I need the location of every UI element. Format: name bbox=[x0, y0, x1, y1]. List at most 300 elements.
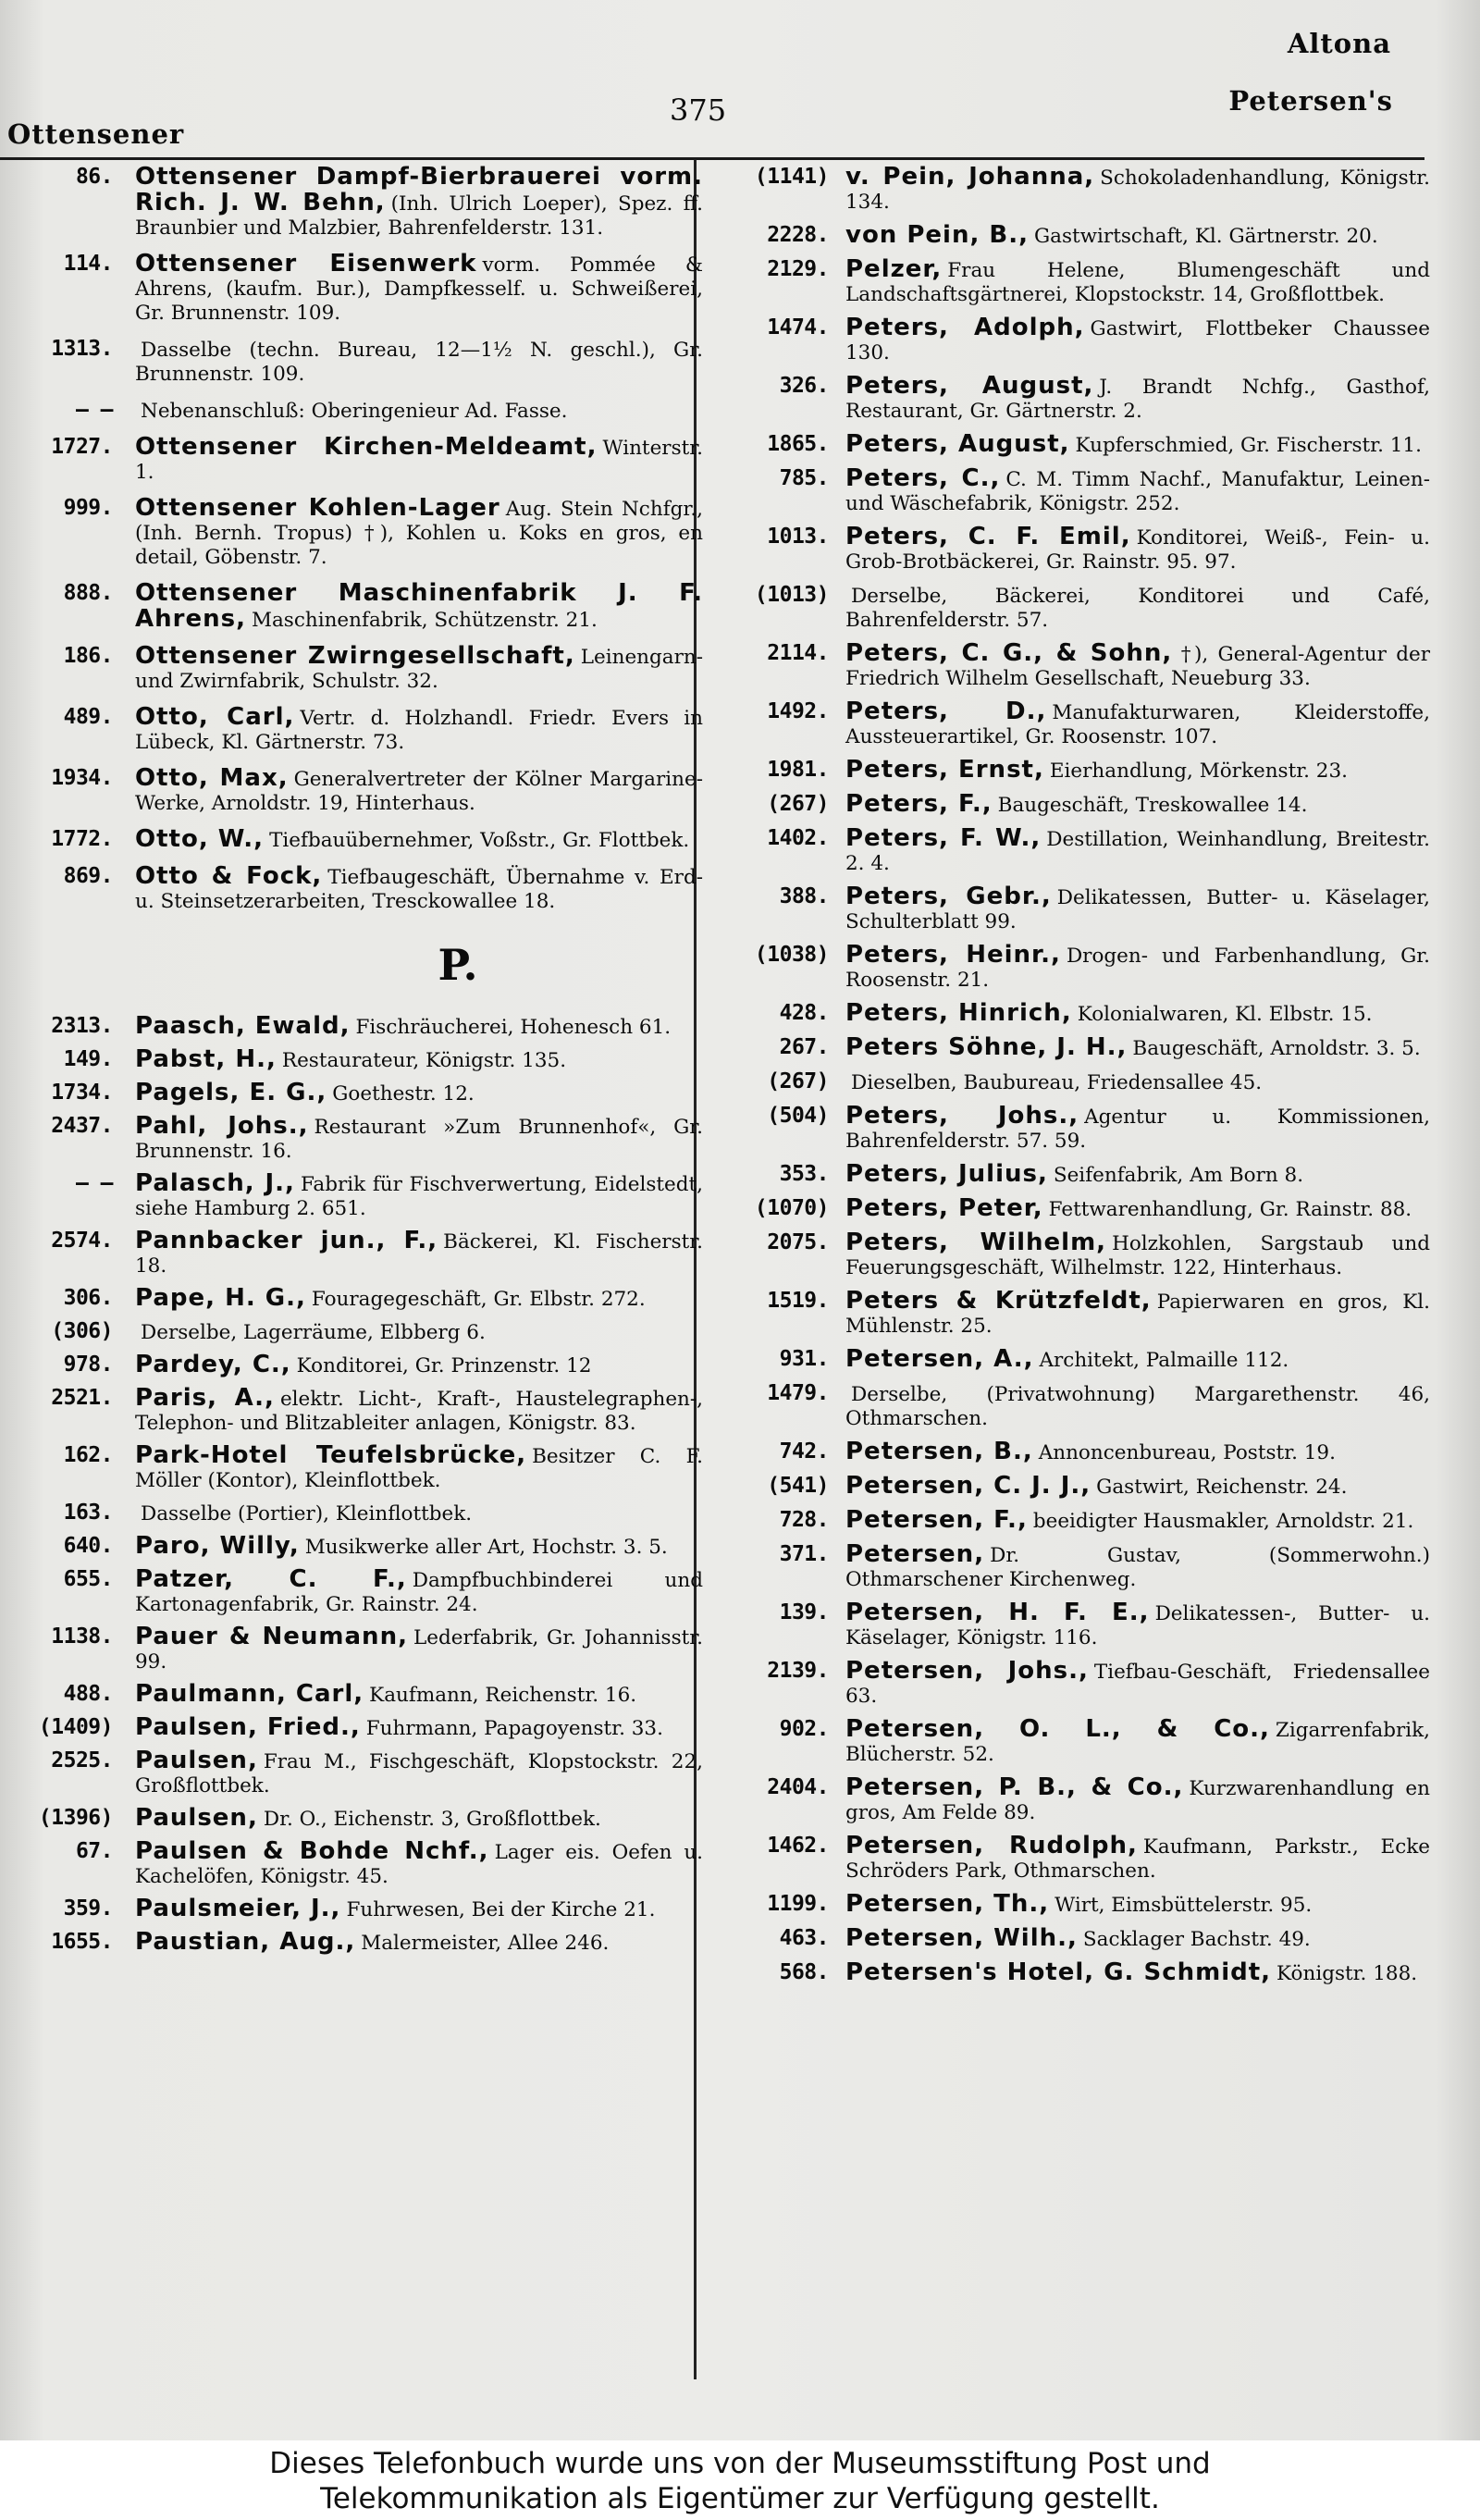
entry-text bbox=[845, 884, 1430, 934]
phone-number: 1865. bbox=[767, 432, 829, 456]
subscriber-name: Petersen, Rudolph, bbox=[845, 1832, 1138, 1859]
subscriber-name: Paasch, Ewald, bbox=[135, 1012, 351, 1040]
entry-text bbox=[135, 864, 703, 914]
entry-text bbox=[135, 1624, 703, 1674]
directory-entry bbox=[28, 1839, 703, 1889]
phone-number: 1462. bbox=[767, 1834, 829, 1858]
subscriber-details: Gastwirtschaft, Kl. Gärtnerstr. 20. bbox=[1033, 225, 1378, 248]
subscriber-name: Pape, H. G., bbox=[135, 1284, 306, 1312]
entry-text bbox=[845, 1717, 1430, 1767]
subscriber-name: Pardey, C., bbox=[135, 1351, 291, 1378]
subscriber-details: Generalvertreter der Kölner Margarine-Werke, Arnoldstr. 19, Hinterhaus. bbox=[135, 768, 703, 815]
directory-entry bbox=[28, 1806, 703, 1832]
phone-number: (1396) bbox=[38, 1806, 113, 1830]
directory-entry bbox=[28, 1171, 703, 1221]
phone-number: 1519. bbox=[767, 1289, 829, 1313]
subscriber-details: Bäckerei, Kl. Fischerstr. 18. bbox=[135, 1230, 703, 1278]
entry-text bbox=[135, 1353, 703, 1378]
directory-entry bbox=[720, 466, 1430, 516]
directory-entry bbox=[28, 337, 703, 387]
directory-entry bbox=[720, 1162, 1430, 1188]
phone-number: 728. bbox=[779, 1508, 829, 1532]
phone-number: 1138. bbox=[51, 1624, 113, 1649]
entry-text bbox=[135, 435, 703, 485]
subscriber-name: Pauer & Neumann, bbox=[135, 1623, 408, 1650]
directory-entry bbox=[720, 1439, 1430, 1465]
phone-number: 489. bbox=[63, 705, 113, 729]
subscriber-name: Peters, F. W., bbox=[845, 824, 1042, 852]
subscriber-name: Peters, C. F. Emil, bbox=[845, 523, 1131, 550]
entry-text bbox=[845, 315, 1430, 365]
directory-entry bbox=[720, 1508, 1430, 1534]
subscriber-details: Fabrik für Fischverwertung, Eidelstedt, siehe Hamburg 2. 651. bbox=[135, 1173, 703, 1220]
subscriber-details: Dasselbe (Portier), Kleinflottbek. bbox=[141, 1502, 473, 1526]
directory-entry bbox=[28, 1682, 703, 1708]
subscriber-name: Paris, A., bbox=[135, 1384, 275, 1412]
subscriber-name: Paulsen & Bohde Nchf., bbox=[135, 1837, 489, 1865]
entry-text bbox=[845, 1289, 1430, 1339]
phone-number: 1981. bbox=[767, 758, 829, 782]
subscriber-details: Konditorei, Gr. Prinzenstr. 12 bbox=[296, 1354, 592, 1377]
directory-entry bbox=[720, 1926, 1430, 1952]
phone-number: 2404. bbox=[767, 1775, 829, 1799]
subscriber-name: Peters, August, bbox=[845, 372, 1094, 400]
phone-number: 888. bbox=[63, 581, 113, 605]
entry-text bbox=[135, 581, 703, 633]
subscriber-name: Petersen, Th., bbox=[845, 1890, 1050, 1918]
subscriber-name: Pahl, Johs., bbox=[135, 1112, 309, 1140]
entry-text bbox=[135, 1081, 703, 1106]
subscriber-details: Kurzwarenhandlung en gros, Am Felde 89. bbox=[845, 1777, 1430, 1824]
subscriber-details: Dr. Gustav, (Sommerwohn.) Othmarschener Kirchenweg. bbox=[845, 1544, 1430, 1591]
directory-entry bbox=[28, 252, 703, 326]
subscriber-name: Pabst, H., bbox=[135, 1045, 277, 1073]
directory-entry bbox=[720, 1347, 1430, 1373]
section-letter: P. bbox=[438, 940, 478, 990]
subscriber-details: Musikwerke aller Art, Hochstr. 3. 5. bbox=[304, 1536, 668, 1559]
entry-text bbox=[845, 525, 1430, 574]
subscriber-details: C. M. Timm Nachf., Manufaktur, Leinen- und Wäschefabrik, Königstr. 252. bbox=[845, 468, 1430, 515]
subscriber-details: Lederfabrik, Gr. Johannisstr. 99. bbox=[135, 1626, 703, 1674]
directory-entry bbox=[720, 1069, 1430, 1095]
directory-entry bbox=[720, 223, 1430, 249]
directory-entry bbox=[720, 1892, 1430, 1918]
phone-number: 114. bbox=[63, 252, 113, 276]
phone-number: 2139. bbox=[767, 1659, 829, 1683]
subscriber-name: Paulmann, Carl, bbox=[135, 1680, 364, 1708]
phone-number: (1070) bbox=[754, 1196, 829, 1220]
entry-text bbox=[845, 1892, 1430, 1918]
directory-entry bbox=[28, 1081, 703, 1106]
phone-number: 2114. bbox=[767, 641, 829, 665]
subscriber-details: Tiefbau-Geschäft, Friedensallee 63. bbox=[845, 1661, 1430, 1708]
subscriber-name: Petersen, Wilh., bbox=[845, 1924, 1078, 1952]
entry-text bbox=[135, 1806, 703, 1832]
subscriber-details: Sacklager Bachstr. 49. bbox=[1082, 1928, 1311, 1951]
phone-number: 359. bbox=[63, 1896, 113, 1921]
phone-number: 326. bbox=[779, 374, 829, 398]
entry-text bbox=[135, 1682, 703, 1708]
subscriber-details: Delikatessen-, Butter- u. Käselager, Königstr. 116. bbox=[845, 1602, 1431, 1649]
phone-number: — — bbox=[75, 1171, 113, 1195]
subscriber-name: Petersen, B., bbox=[845, 1438, 1033, 1465]
directory-entry bbox=[28, 1386, 703, 1436]
directory-entry bbox=[28, 581, 703, 633]
subscriber-details: Schokoladenhandlung, Königstr. 134. bbox=[845, 167, 1430, 214]
phone-number: 902. bbox=[779, 1717, 829, 1741]
subscriber-details: vorm. Pommée & Ahrens, (kaufm. Bur.), Dampfkesself. u. Schweißerei, Gr. Brunnenstr. 109. bbox=[135, 253, 703, 325]
subscriber-details: Fuhrmann, Papagoyenstr. 33. bbox=[365, 1717, 663, 1740]
directory-entry bbox=[28, 1567, 703, 1617]
entry-text bbox=[845, 1600, 1430, 1650]
directory-entry bbox=[720, 165, 1430, 215]
entry-text bbox=[845, 699, 1430, 749]
directory-entry bbox=[28, 1047, 703, 1073]
entry-text bbox=[135, 1229, 703, 1279]
phone-number: 163. bbox=[63, 1501, 113, 1525]
subscriber-details: Konditorei, Weiß-, Fein- u. Grob-Brotbäckerei, Gr. Rainstr. 95. 97. bbox=[845, 526, 1430, 574]
subscriber-name: Otto, W., bbox=[135, 825, 265, 853]
directory-entry bbox=[28, 1229, 703, 1279]
entry-text bbox=[845, 792, 1430, 818]
subscriber-details: Aug. Stein Nchfgr., (Inh. Bernh. Tropus) †), Kohlen u. Koks en gros, en detail, Göbenstr. 7. bbox=[135, 498, 703, 569]
subscriber-name: Paulsen, bbox=[135, 1747, 258, 1774]
phone-number: 306. bbox=[63, 1286, 113, 1310]
entry-text bbox=[845, 1035, 1430, 1061]
directory-entry bbox=[720, 432, 1430, 458]
directory-entry bbox=[720, 1230, 1430, 1280]
phone-number: (1141) bbox=[754, 165, 829, 189]
entry-text bbox=[845, 943, 1430, 993]
subscriber-details: Gastwirt, Flottbeker Chaussee 130. bbox=[845, 317, 1430, 364]
subscriber-name: Peters, Johs., bbox=[845, 1102, 1079, 1130]
subscriber-name: Peters, F., bbox=[845, 790, 993, 818]
directory-entry bbox=[720, 1035, 1430, 1061]
entry-text bbox=[135, 1386, 703, 1436]
directory-entry bbox=[28, 644, 703, 694]
phone-number: 1934. bbox=[51, 766, 113, 790]
directory-entry bbox=[720, 1104, 1430, 1154]
left-entry-list bbox=[28, 165, 703, 914]
phone-number: 2129. bbox=[767, 257, 829, 281]
entry-text bbox=[845, 1474, 1430, 1500]
subscriber-details: †), General-Agentur der Friedrich Wilhelm Gesellschaft, Neueburg 33. bbox=[845, 643, 1430, 690]
phone-number: 1313. bbox=[51, 337, 113, 361]
entry-text bbox=[845, 1542, 1430, 1592]
entry-text bbox=[135, 766, 703, 816]
phone-number: 2525. bbox=[51, 1748, 113, 1773]
subscriber-name: Pagels, E. G., bbox=[135, 1079, 327, 1106]
footer-line-1: Dieses Telefonbuch wurde uns von der Museumsstiftung Post und bbox=[269, 2447, 1211, 2480]
subscriber-name: Peters, Wilhelm, bbox=[845, 1229, 1107, 1256]
entry-text bbox=[845, 1775, 1430, 1825]
subscriber-name: Ottensener Maschinenfabrik J. F. Ahrens, bbox=[135, 579, 703, 633]
entry-text bbox=[135, 1443, 703, 1493]
subscriber-details: Königstr. 188. bbox=[1276, 1962, 1418, 1985]
directory-entry bbox=[28, 165, 703, 241]
directory-entry bbox=[720, 1717, 1430, 1767]
directory-entry bbox=[720, 792, 1430, 818]
directory-entry bbox=[28, 1748, 703, 1798]
subscriber-details: Agentur u. Kommissionen, Bahrenfelderstr. 57. 59. bbox=[845, 1106, 1430, 1153]
directory-entry bbox=[28, 496, 703, 570]
entry-text bbox=[845, 257, 1430, 307]
subscriber-details: Tiefbauübernehmer, Voßstr., Gr. Flottbek. bbox=[269, 829, 690, 852]
subscriber-details: Dr. O., Eichenstr. 3, Großflottbek. bbox=[263, 1808, 601, 1831]
phone-number: 2228. bbox=[767, 223, 829, 247]
entry-text bbox=[135, 1114, 703, 1164]
entry-text bbox=[845, 1439, 1430, 1465]
entry-text bbox=[845, 1960, 1430, 1986]
phone-number: (541) bbox=[767, 1474, 829, 1498]
phone-number: 1655. bbox=[51, 1930, 113, 1954]
directory-entry bbox=[28, 1501, 703, 1526]
subscriber-name: Paulsen, Fried., bbox=[135, 1713, 361, 1741]
directory-entry bbox=[720, 1196, 1430, 1222]
phone-number: 2521. bbox=[51, 1386, 113, 1410]
subscriber-details: Manufakturwaren, Kleiderstoffe, Aussteuerartikel, Gr. Roosenstr. 107. bbox=[845, 701, 1430, 748]
entry-text bbox=[845, 1347, 1430, 1373]
subscriber-name: Petersen, A., bbox=[845, 1345, 1034, 1373]
phone-number: 1772. bbox=[51, 827, 113, 851]
subscriber-name: von Pein, B., bbox=[845, 221, 1029, 249]
subscriber-details: Fettwarenhandlung, Gr. Rainstr. 88. bbox=[1048, 1198, 1412, 1221]
right-column bbox=[720, 165, 1430, 1995]
entry-text bbox=[135, 1047, 703, 1073]
subscriber-details: Lager eis. Oefen u. Kachelöfen, Königstr. 45. bbox=[135, 1841, 703, 1888]
directory-entry bbox=[28, 705, 703, 755]
subscriber-name: Petersen, O. L., & Co., bbox=[845, 1715, 1270, 1743]
phone-number: 1479. bbox=[767, 1381, 829, 1405]
entry-text bbox=[135, 827, 703, 853]
subscriber-name: Petersen, P. B., & Co., bbox=[845, 1773, 1184, 1801]
phone-number: 1013. bbox=[767, 525, 829, 549]
subscriber-name: Otto, Max, bbox=[135, 764, 289, 792]
subscriber-name: Peters Söhne, J. H., bbox=[845, 1033, 1128, 1061]
subscriber-details: Zigarrenfabrik, Blücherstr. 52. bbox=[845, 1719, 1430, 1766]
subscriber-name: Petersen, bbox=[845, 1540, 985, 1568]
subscriber-details: Winterstr. 1. bbox=[135, 437, 703, 484]
subscriber-details: Delikatessen, Butter- u. Käselager, Schulterblatt 99. bbox=[845, 886, 1431, 933]
entry-text bbox=[135, 1715, 703, 1741]
phone-number: 2574. bbox=[51, 1229, 113, 1253]
subscriber-details: Fischräucherei, Hohenesch 61. bbox=[355, 1016, 672, 1039]
phone-number: 488. bbox=[63, 1682, 113, 1706]
entry-text bbox=[135, 1286, 703, 1312]
subscriber-name: Petersen, F., bbox=[845, 1506, 1028, 1534]
entry-text bbox=[135, 1930, 703, 1956]
directory-entry bbox=[720, 583, 1430, 633]
entry-text bbox=[135, 1896, 703, 1922]
directory-entry bbox=[720, 1381, 1430, 1431]
directory-entry bbox=[720, 1542, 1430, 1592]
entry-text bbox=[845, 1381, 1430, 1431]
subscriber-details: Kaufmann, Reichenstr. 16. bbox=[369, 1684, 637, 1707]
subscriber-details: Holzkohlen, Sargstaub und Feuerungsgeschäft, Wilhelmstr. 122, Hinterhaus. bbox=[845, 1232, 1431, 1279]
directory-entry bbox=[28, 864, 703, 914]
subscriber-name: Pannbacker jun., F., bbox=[135, 1227, 438, 1254]
directory-entry bbox=[720, 1289, 1430, 1339]
subscriber-name: Otto & Fock, bbox=[135, 862, 323, 890]
subscriber-name: Petersen, H. F. E., bbox=[845, 1599, 1150, 1626]
directory-entry bbox=[28, 1443, 703, 1493]
subscriber-name: Paulsmeier, J., bbox=[135, 1895, 341, 1922]
entry-text bbox=[845, 1926, 1430, 1952]
subscriber-details: Vertr. d. Holzhandl. Friedr. Evers in Lübeck, Kl. Gärtnerstr. 73. bbox=[135, 707, 703, 754]
entry-text bbox=[845, 1001, 1430, 1027]
directory-entry bbox=[720, 1001, 1430, 1027]
subscriber-details: Restaurateur, Königstr. 135. bbox=[281, 1049, 567, 1072]
entry-text bbox=[135, 644, 703, 694]
subscriber-name: Ottensener Kohlen-Lager bbox=[135, 494, 500, 522]
subscriber-name: Pelzer, bbox=[845, 255, 943, 283]
subscriber-details: Annoncenbureau, Poststr. 19. bbox=[1038, 1441, 1336, 1464]
subscriber-details: Destillation, Weinhandlung, Breitestr. 2. 4. bbox=[845, 828, 1430, 875]
subscriber-details: Frau M., Fischgeschäft, Klopstockstr. 22, Großflottbek. bbox=[135, 1750, 703, 1797]
directory-entry bbox=[720, 884, 1430, 934]
directory-entry bbox=[720, 1474, 1430, 1500]
directory-entry bbox=[720, 943, 1430, 993]
subscriber-name: Peters, Julius, bbox=[845, 1160, 1048, 1188]
directory-entry bbox=[720, 1659, 1430, 1709]
entry-text bbox=[845, 165, 1430, 215]
subscriber-details: Wirt, Eimsbüttelerstr. 95. bbox=[1054, 1894, 1313, 1917]
subscriber-details: (Inh. Ulrich Loeper), Spez. ff. Braunbier und Malzbier, Bahrenfelderstr. 131. bbox=[135, 192, 703, 240]
entry-text bbox=[135, 337, 703, 387]
subscriber-name: Ottensener Eisenwerk bbox=[135, 250, 477, 278]
entry-text bbox=[845, 641, 1430, 691]
footer-notice bbox=[0, 2440, 1480, 2520]
subscriber-details: Drogen- und Farbenhandlung, Gr. Roosenstr. 21. bbox=[845, 945, 1430, 992]
left-p-entry-list bbox=[28, 1014, 703, 1956]
subscriber-name: Peters & Krützfeldt, bbox=[845, 1287, 1152, 1315]
subscriber-details: Maschinenfabrik, Schützenstr. 21. bbox=[251, 609, 598, 632]
entry-text bbox=[845, 826, 1430, 876]
phone-number: 267. bbox=[779, 1035, 829, 1059]
phone-number: 162. bbox=[63, 1443, 113, 1467]
right-guide-word: Petersen's bbox=[1228, 85, 1393, 117]
phone-number: 742. bbox=[779, 1439, 829, 1464]
directory-entry bbox=[720, 374, 1430, 424]
phone-number: 1199. bbox=[767, 1892, 829, 1916]
phone-number: 388. bbox=[779, 884, 829, 908]
entry-text bbox=[135, 1748, 703, 1798]
directory-entry bbox=[28, 766, 703, 816]
subscriber-details: Fouragegeschäft, Gr. Elbstr. 272. bbox=[311, 1288, 646, 1311]
directory-entry bbox=[28, 1534, 703, 1560]
entry-text bbox=[845, 223, 1430, 249]
subscriber-details: elektr. Licht-, Kraft-, Haustelegraphen-, Telephon- und Blitzableiter anlagen, Königstr. 83. bbox=[135, 1388, 703, 1435]
entry-text bbox=[845, 1659, 1430, 1709]
entry-text bbox=[135, 1839, 703, 1889]
subscriber-details: Gastwirt, Reichenstr. 24. bbox=[1096, 1476, 1348, 1499]
directory-entry bbox=[28, 827, 703, 853]
phone-number: 568. bbox=[779, 1960, 829, 1984]
subscriber-details: Papierwaren en gros, Kl. Mühlenstr. 25. bbox=[845, 1291, 1430, 1338]
subscriber-name: Petersen, Johs., bbox=[845, 1657, 1089, 1685]
directory-entry bbox=[28, 435, 703, 485]
subscriber-details: Goethestr. 12. bbox=[332, 1082, 475, 1106]
phone-number: 371. bbox=[779, 1542, 829, 1566]
phone-number: 655. bbox=[63, 1567, 113, 1591]
entry-text bbox=[845, 1196, 1430, 1222]
phone-number: 1734. bbox=[51, 1081, 113, 1105]
directory-entry bbox=[720, 641, 1430, 691]
entry-text bbox=[845, 1069, 1430, 1095]
directory-entry bbox=[28, 1624, 703, 1674]
subscriber-details: Dasselbe (techn. Bureau, 12—1½ N. geschl.), Gr. Brunnenstr. 109. bbox=[135, 339, 703, 386]
phone-number: 978. bbox=[63, 1353, 113, 1377]
header-rule bbox=[0, 157, 1424, 160]
subscriber-details: Derselbe, (Privatwohnung) Margarethenstr. 46, Othmarschen. bbox=[845, 1383, 1430, 1430]
phone-number: 999. bbox=[63, 496, 113, 520]
entry-text bbox=[135, 1534, 703, 1560]
phone-number: 640. bbox=[63, 1534, 113, 1558]
phone-number: 2313. bbox=[51, 1014, 113, 1038]
left-column bbox=[28, 165, 703, 1963]
subscriber-details: Baugeschäft, Treskowallee 14. bbox=[997, 794, 1308, 817]
phone-number: 931. bbox=[779, 1347, 829, 1371]
subscriber-details: Besitzer C. F. Möller (Kontor), Kleinflottbek. bbox=[135, 1445, 703, 1492]
phone-number: 463. bbox=[779, 1926, 829, 1950]
phone-number: 1492. bbox=[767, 699, 829, 723]
subscriber-details: beeidigter Hausmakler, Arnoldstr. 21. bbox=[1032, 1510, 1414, 1533]
phone-number: 1402. bbox=[767, 826, 829, 850]
entry-text bbox=[135, 398, 703, 424]
directory-entry bbox=[720, 1834, 1430, 1884]
directory-entry bbox=[28, 1896, 703, 1922]
phone-number: (306) bbox=[51, 1319, 113, 1343]
phone-number: 428. bbox=[779, 1001, 829, 1025]
entry-text bbox=[845, 466, 1430, 516]
subscriber-name: Patzer, C. F., bbox=[135, 1565, 407, 1593]
directory-entry bbox=[720, 1600, 1430, 1650]
subscriber-name: Peters, C., bbox=[845, 464, 1001, 492]
subscriber-name: Peters, Adolph, bbox=[845, 314, 1085, 341]
phone-number: 86. bbox=[75, 165, 113, 189]
entry-text bbox=[135, 1171, 703, 1221]
subscriber-name: Ottensener Zwirngesellschaft, bbox=[135, 642, 575, 670]
entry-text bbox=[135, 252, 703, 326]
phone-number: (1409) bbox=[38, 1715, 113, 1739]
phone-number: (267) bbox=[767, 1069, 829, 1093]
subscriber-details: Kaufmann, Parkstr., Ecke Schröders Park, Othmarschen. bbox=[845, 1835, 1430, 1883]
subscriber-details: Seifenfabrik, Am Born 8. bbox=[1053, 1164, 1304, 1187]
phone-number: 149. bbox=[63, 1047, 113, 1071]
subscriber-details: Fuhrwesen, Bei der Kirche 21. bbox=[346, 1898, 656, 1921]
phone-number: (504) bbox=[767, 1104, 829, 1128]
subscriber-name: Paulsen, bbox=[135, 1804, 258, 1832]
subscriber-name: Otto, Carl, bbox=[135, 703, 295, 731]
directory-entry bbox=[720, 826, 1430, 876]
entry-text bbox=[845, 758, 1430, 784]
entry-text bbox=[135, 1567, 703, 1617]
subscriber-details: Dampfbuchbinderei und Kartonagenfabrik, Gr. Rainstr. 24. bbox=[135, 1569, 703, 1616]
subscriber-details: Nebenanschluß: Oberingenieur Ad. Fasse. bbox=[141, 400, 568, 423]
entry-text bbox=[135, 165, 703, 241]
phone-number: 2075. bbox=[767, 1230, 829, 1254]
subscriber-details: Leinengarn- und Zwirnfabrik, Schulstr. 32. bbox=[135, 646, 703, 693]
subscriber-details: Derselbe, Bäckerei, Konditorei und Café, Bahrenfelderstr. 57. bbox=[845, 585, 1430, 632]
directory-entry bbox=[720, 699, 1430, 749]
subscriber-name: Petersen's Hotel, G. Schmidt, bbox=[845, 1958, 1272, 1986]
subscriber-name: Ottensener Dampf-Bierbrauerei vorm. Rich. J. W. Behn, bbox=[135, 163, 703, 216]
subscriber-name: Paro, Willy, bbox=[135, 1532, 300, 1560]
phone-number: (267) bbox=[767, 792, 829, 816]
subscriber-details: Kupferschmied, Gr. Fischerstr. 11. bbox=[1075, 434, 1422, 457]
directory-entry bbox=[720, 758, 1430, 784]
subscriber-name: Palasch, J., bbox=[135, 1169, 295, 1197]
